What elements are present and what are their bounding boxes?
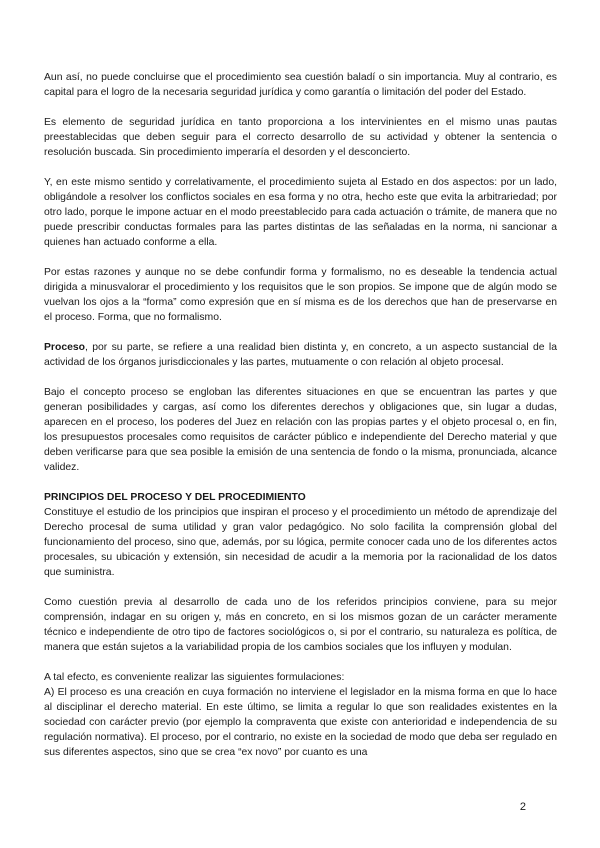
section-heading: PRINCIPIOS DEL PROCESO Y DEL PROCEDIMIENTO bbox=[44, 492, 306, 503]
paragraph-proceso-concept: Bajo el concepto proceso se engloban las diferentes situaciones en que se encuentran las partes y que generan posibilidades y cargas, así como los diferentes derechos y obligaciones que, sin lugar a dudas, aparecen en el proceso, los poderes del Juez en relación con las propias partes y el objeto procesal o, en fin, los presupuestos procesales como requisitos de carácter público e independiente del Derecho material y que deben verificarse para que sea posible la emisión de una sentencia de fondo o la misma, pronunciada, alcance validez. bbox=[44, 387, 557, 473]
paragraph-preliminary-question: Como cuestión previa al desarrollo de cada uno de los referidos principios conviene, para su mejor comprensión, indagar en su origen y, más en concreto, en si los mismos gozan de un carácter meramente técnico e independiente de otro tipo de factores sociológicos o, si por el contrario, su naturaleza es política, de manera que están sujetos a la variabilidad propia de los cambios sociales que los influyen y modulan. bbox=[44, 597, 557, 653]
body-text bbox=[44, 70, 557, 775]
term-proceso: Proceso bbox=[44, 342, 86, 353]
paragraph-formulation-a: A) El proceso es una creación en cuya formación no interviene el legislador en la misma forma en que lo hace al disciplinar el derecho material. En este último, se limita a regular lo que son realidades existentes en la sociedad con carácter previo (por ejemplo la compraventa que existe con anterioridad e independencia de su regulación normativa). El proceso, por el contrario, no existe en la sociedad de modo que deba ser regulado en sus diferentes aspectos, sino que se crea “ex novo” por cuanto es una bbox=[44, 687, 557, 758]
paragraph-state-subjection: Y, en este mismo sentido y correlativamente, el procedimiento sujeta al Estado en dos aspectos: por un lado, obligándole a resolver los conflictos sociales en esa forma y no otra, hecho este que evita la arbitrariedad; por otro lado, porque le impone actuar en el modo preestablecido para cada actuación o trámite, de manera que no puede prescribir conductas formales para las partes distintas de las señaladas en la norma, ni sancionar a quienes han actuado conforme a ella. bbox=[44, 177, 557, 248]
paragraph-principles-study: Constituye el estudio de los principios que inspiran el proceso y el procedimiento un método de aprendizaje del Derecho procesal de suma utilidad y gran valor pedagógico. No solo facilita la comprensión global del funcionamiento del proceso, sino que, además, por su lógica, permite conocer cada uno de los diferentes actos procesales, su ubicación y extensión, sin necesidad de acudir a la memoria por la racionalidad de los datos que suministra. bbox=[44, 507, 557, 578]
page-number: 2 bbox=[519, 801, 526, 813]
paragraph-procedure-importance: Aun así, no puede concluirse que el procedimiento sea cuestión baladí o sin importancia. Muy al contrario, es capital para el logro de la necesaria seguridad jurídica y como garantía o limitación del poder del Estado. bbox=[44, 72, 557, 98]
paragraph-form-formalism: Por estas razones y aunque no se debe confundir forma y formalismo, no es deseable la tendencia actual dirigida a minusvalorar el procedimiento y los requisitos que le son propios. Se impone que de algún modo se vuelvan los ojos a la “forma” como expresión que en sí misma es de los derechos que han de preservarse en el proceso. Forma, que no formalismo. bbox=[44, 267, 557, 323]
paragraph-proceso-definition bbox=[44, 340, 557, 370]
paragraph-legal-certainty: Es elemento de seguridad jurídica en tanto proporciona a los intervinientes en el mismo unas pautas preestablecidas que deben seguir para el correcto desarrollo de su actividad y obtener la sentencia o resolución buscada. Sin procedimiento imperaría el desorden y el desconcierto. bbox=[44, 117, 557, 158]
paragraph-formulations-intro: A tal efecto, es conveniente realizar las siguientes formulaciones: bbox=[44, 672, 345, 683]
paragraph-proceso-text: , por su parte, se refiere a una realidad bien distinta y, en concreto, a un aspecto sustancial de la actividad de los órganos jurisdiccionales y las partes, mutuamente o con relación al objeto procesal. bbox=[44, 342, 557, 368]
